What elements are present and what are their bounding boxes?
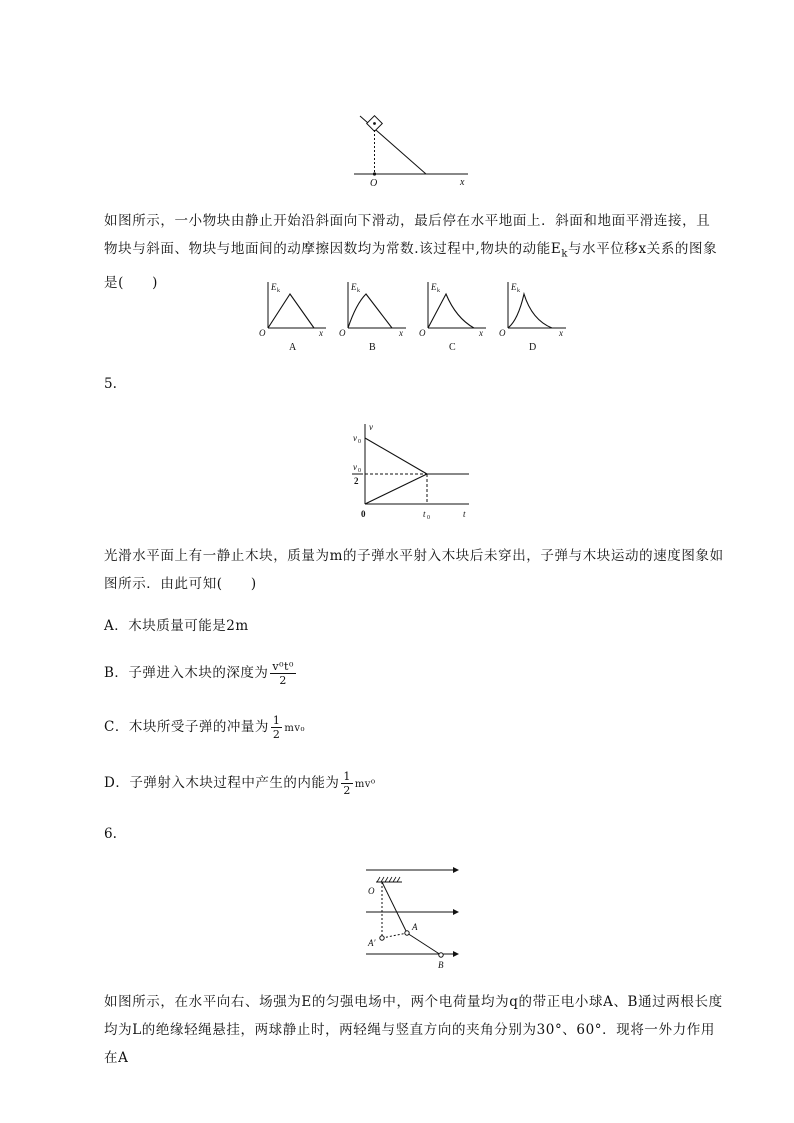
svg-text:O: O xyxy=(368,886,375,896)
svg-text:O: O xyxy=(259,328,266,338)
option-graphs xyxy=(256,278,566,358)
q6-number: 6. xyxy=(104,826,117,842)
graph-c-label: C xyxy=(449,342,456,353)
q4-text: 如图所示，一小物块由静止开始沿斜面向下滑动，最后停在水平地面上．斜面和地面平滑连接，且物块与斜面、物块与地面间的动摩擦因数均为常数.该过程中,物块的动能$E_k$与水平位移x关系的图象是( ) xyxy=(104,213,718,291)
q5-option-d: D．子弹射入木块过程中产生的内能为 $\frac{1}{2}$ mv⁰ xyxy=(104,770,376,797)
svg-text:x: x xyxy=(559,328,563,338)
svg-text:O: O xyxy=(339,328,346,338)
svg-text:A′: A′ xyxy=(368,938,376,948)
graph-b-label: B xyxy=(369,342,376,353)
svg-text:v: v xyxy=(369,422,373,432)
pendulum-field-figure xyxy=(362,860,472,972)
svg-text:0: 0 xyxy=(358,439,361,445)
svg-text:0: 0 xyxy=(358,468,361,474)
svg-text:x: x xyxy=(319,328,323,338)
svg-text:0: 0 xyxy=(427,515,430,521)
svg-text:E: E xyxy=(511,282,517,292)
graph-a-label: A xyxy=(289,342,297,353)
svg-text:v: v xyxy=(353,433,357,443)
q5-option-c: C．木块所受子弹的冲量为 $\frac{1}{2}$ mv₀ xyxy=(104,714,305,741)
q5-text: 光滑水平面上有一静止木块，质量为m的子弹水平射入木块后未穿出，子弹与木块运动的速度图象如图所示．由此可知( ) xyxy=(104,548,724,592)
svg-text:x: x xyxy=(479,328,483,338)
svg-text:t: t xyxy=(423,509,426,519)
svg-text:t: t xyxy=(463,509,466,519)
svg-text:O: O xyxy=(419,328,426,338)
origin-label: O xyxy=(370,178,378,189)
q5-number: 5. xyxy=(104,376,117,392)
x-axis-label: x xyxy=(460,177,465,188)
q5-option-b: B．子弹进入木块的深度为 $\frac{\text{v⁰t⁰}}{2}$ xyxy=(104,660,294,687)
velocity-time-graph xyxy=(345,420,475,520)
svg-text:v: v xyxy=(353,462,357,472)
bullet-line xyxy=(365,438,427,474)
svg-text:E: E xyxy=(431,282,437,292)
svg-text:0: 0 xyxy=(361,509,366,519)
svg-text:A: A xyxy=(412,922,418,932)
graph-a xyxy=(259,282,326,353)
block-line xyxy=(365,474,427,504)
q5-option-a: A．木块质量可能是2m xyxy=(104,618,249,634)
graph-b xyxy=(339,282,406,353)
incline-figure xyxy=(350,112,480,192)
svg-text:E: E xyxy=(351,282,357,292)
svg-text:k: k xyxy=(357,288,360,294)
svg-text:O: O xyxy=(499,328,506,338)
svg-text:k: k xyxy=(277,288,280,294)
svg-text:B: B xyxy=(438,960,444,970)
graph-d-label: D xyxy=(529,342,537,353)
svg-text:E: E xyxy=(271,282,277,292)
graph-c xyxy=(419,282,486,353)
svg-text:k: k xyxy=(517,288,520,294)
q6-text: 如图所示，在水平向右、场强为E的匀强电场中，两个电荷量均为q的带正电小球A、B通过两根长度均为L的绝缘轻绳悬挂，两球静止时，两轻绳与竖直方向的夹角分别为30°、60°．现将一外力作用在A xyxy=(104,994,723,1066)
svg-text:k: k xyxy=(437,288,440,294)
svg-text:2: 2 xyxy=(354,476,359,486)
svg-text:x: x xyxy=(399,328,403,338)
graph-d xyxy=(499,282,566,353)
